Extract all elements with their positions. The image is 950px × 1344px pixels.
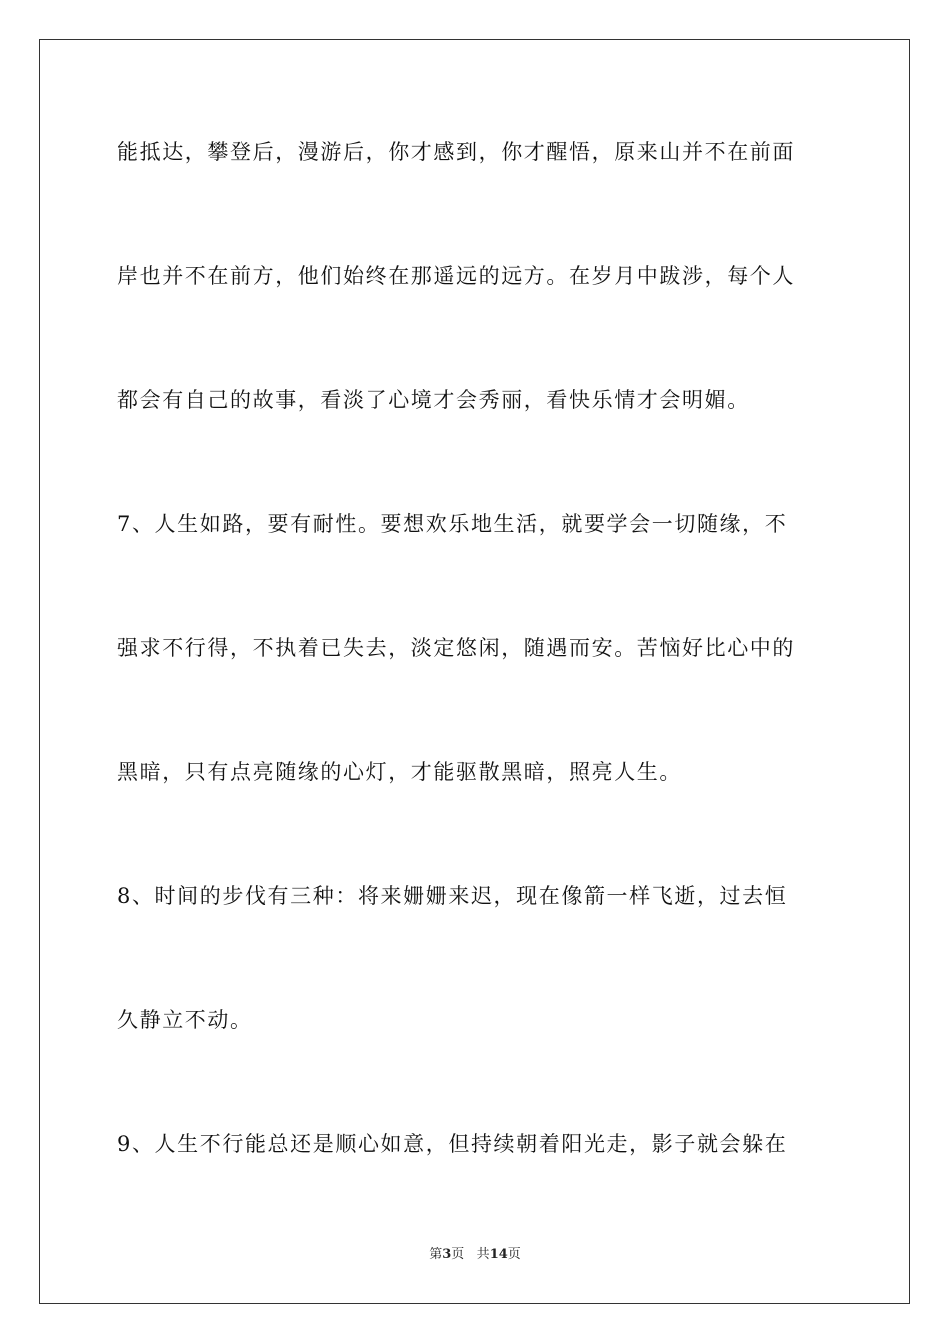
- body-line-7: 8、时间的步伐有三种：将来姗姗来迟，现在像箭一样飞逝，过去恒: [117, 884, 788, 908]
- footer-total-prefix: 共: [476, 1247, 490, 1262]
- footer-page-prefix: 第: [429, 1247, 443, 1262]
- footer-total-number: 14: [489, 1247, 508, 1262]
- body-line-3: 都会有自己的故事，看淡了心境才会秀丽，看快乐情才会明媚。: [117, 388, 750, 412]
- footer-page-suffix: 页: [451, 1247, 465, 1262]
- body-line-8: 久静立不动。: [117, 1008, 253, 1032]
- body-line-9: 9、人生不行能总还是顺心如意，但持续朝着阳光走，影子就会躲在: [117, 1132, 788, 1156]
- page-footer: [0, 1246, 950, 1264]
- footer-total-suffix: 页: [507, 1247, 521, 1262]
- page-border: [39, 39, 910, 1304]
- body-line-1: 能抵达，攀登后，漫游后，你才感到，你才醒悟，原来山并不在前面: [117, 140, 795, 164]
- body-line-6: 黑暗，只有点亮随缘的心灯，才能驱散黑暗，照亮人生。: [117, 760, 682, 784]
- body-line-4: 7、人生如路，要有耐性。要想欢乐地生活，就要学会一切随缘，不: [117, 512, 788, 536]
- body-line-2: 岸也并不在前方，他们始终在那遥远的远方。在岁月中跋涉，每个人: [117, 264, 795, 288]
- footer-page-number: 3: [442, 1247, 452, 1262]
- body-line-5: 强求不行得，不执着已失去，淡定悠闲，随遇而安。苦恼好比心中的: [117, 636, 795, 660]
